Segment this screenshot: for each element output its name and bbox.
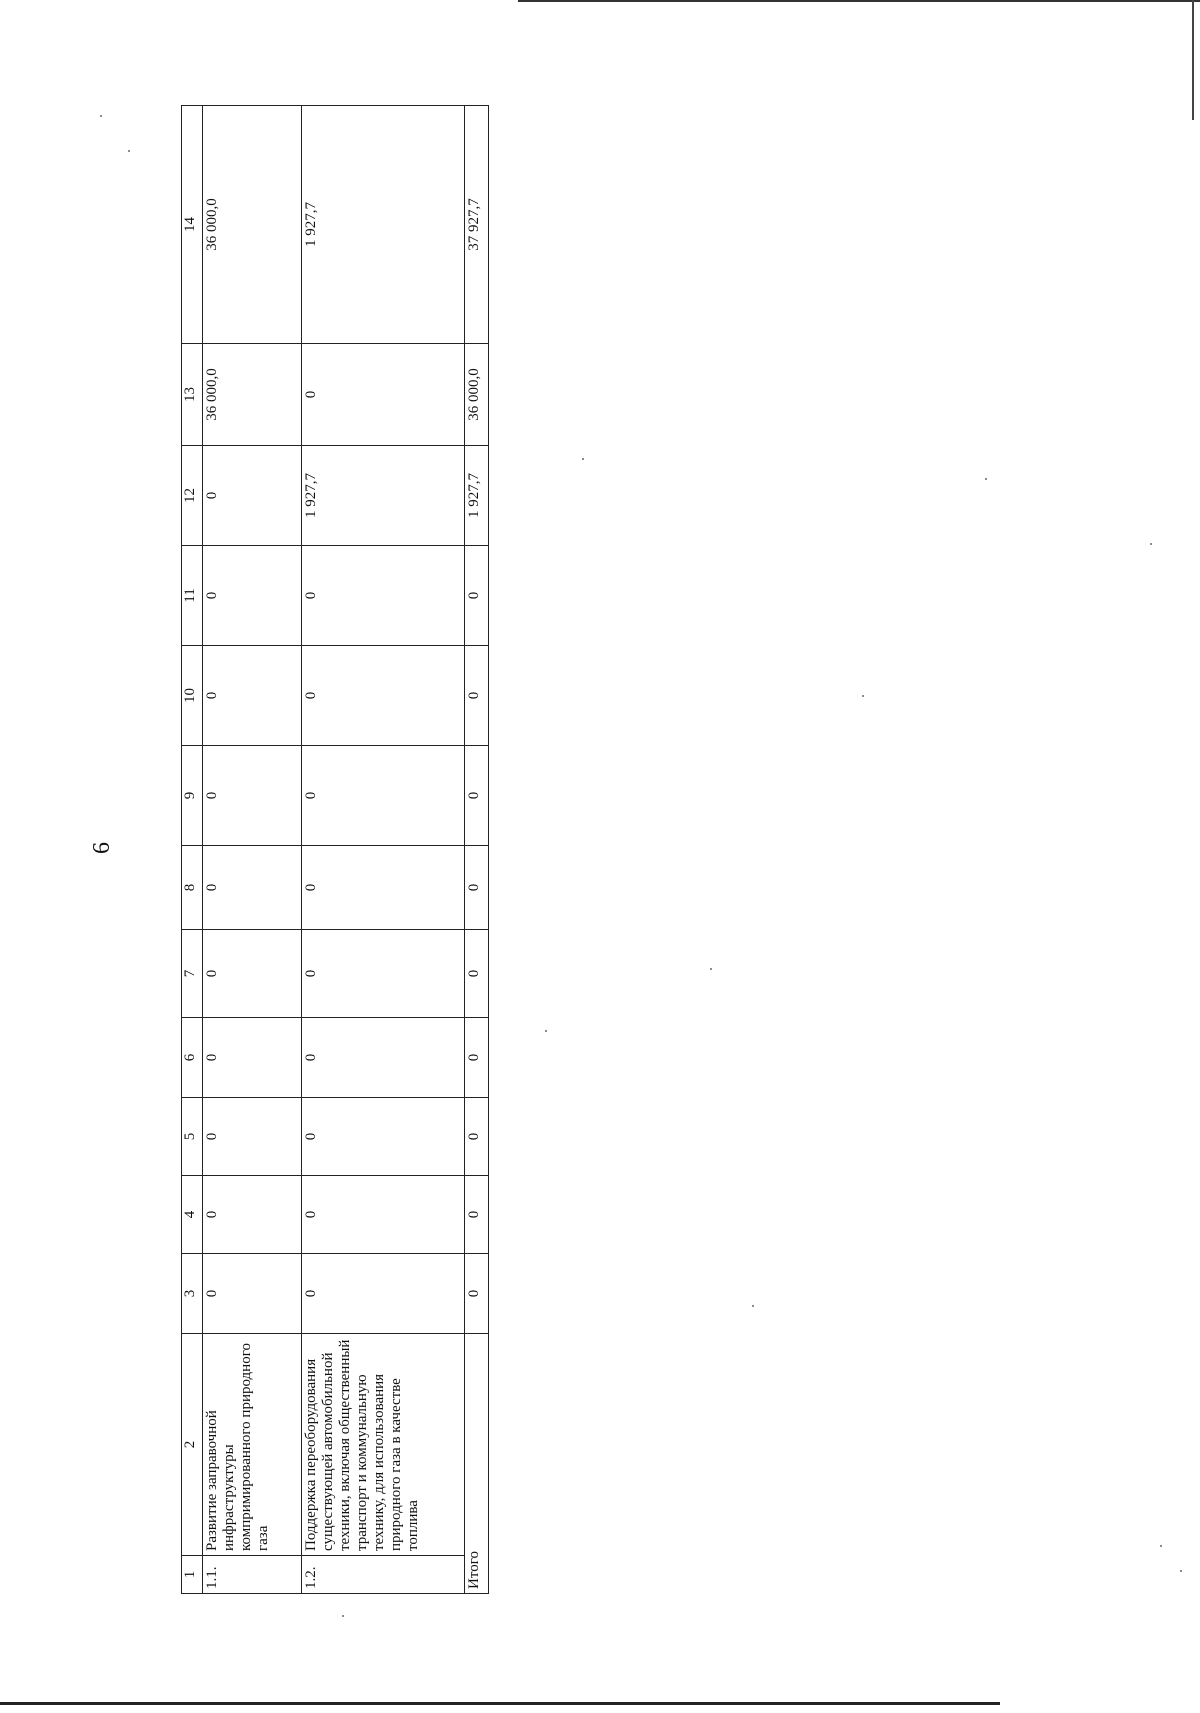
scan-speck <box>710 968 712 970</box>
value-cell: 0 <box>202 846 301 930</box>
scan-speck <box>1180 1570 1182 1572</box>
total-row <box>464 106 488 1594</box>
row-code: 1.2. <box>301 1556 464 1594</box>
row-name: Развитие заправочной инфраструктуры компримированного природного газа <box>202 1334 301 1556</box>
value-cell: 0 <box>301 746 464 846</box>
value-cell: 0 <box>202 546 301 646</box>
total-cell: 0 <box>464 846 488 930</box>
value-cell: 0 <box>301 1098 464 1176</box>
header-cell: 1 <box>182 1556 203 1594</box>
scan-speck <box>1150 543 1152 545</box>
scan-speck <box>545 1030 547 1032</box>
scan-edge-bottom <box>0 1702 1000 1705</box>
header-cell: 3 <box>182 1254 203 1334</box>
value-cell: 0 <box>301 1254 464 1334</box>
scan-speck <box>1160 1545 1162 1547</box>
header-cell: 13 <box>182 344 203 446</box>
value-cell: 0 <box>301 930 464 1018</box>
header-cell: 5 <box>182 1098 203 1176</box>
value-cell: 1 927,7 <box>301 446 464 546</box>
header-cell: 2 <box>182 1334 203 1556</box>
row-name: Поддержка переоборудования существующей автомобильной техники, включая общественный транспорт и коммунальную технику, для использования природного газа в качестве топлива <box>301 1334 464 1556</box>
header-cell: 4 <box>182 1176 203 1254</box>
value-cell: 0 <box>202 446 301 546</box>
value-cell: 0 <box>202 746 301 846</box>
header-cell: 8 <box>182 846 203 930</box>
header-row <box>182 106 203 1594</box>
header-cell: 11 <box>182 546 203 646</box>
scan-speck <box>582 458 584 460</box>
table-row <box>301 106 464 1594</box>
value-cell: 0 <box>202 1018 301 1098</box>
value-cell: 0 <box>301 1176 464 1254</box>
budget-table <box>181 105 489 1594</box>
total-cell: 0 <box>464 1176 488 1254</box>
page-number: 6 <box>89 842 115 854</box>
scan-speck <box>985 478 987 480</box>
total-cell: 0 <box>464 1098 488 1176</box>
value-cell: 0 <box>301 546 464 646</box>
value-cell: 36 000,0 <box>202 344 301 446</box>
scan-speck <box>752 1305 754 1307</box>
total-cell: 37 927,7 <box>464 106 488 344</box>
header-cell: 14 <box>182 106 203 344</box>
scan-speck <box>862 695 864 697</box>
value-cell: 0 <box>301 1018 464 1098</box>
value-cell: 0 <box>301 646 464 746</box>
value-cell: 0 <box>301 344 464 446</box>
header-cell: 9 <box>182 746 203 846</box>
value-cell: 36 000,0 <box>202 106 301 344</box>
total-cell: 0 <box>464 1254 488 1334</box>
scan-edge-top <box>518 0 1200 2</box>
header-cell: 6 <box>182 1018 203 1098</box>
value-cell: 0 <box>202 1176 301 1254</box>
total-cell: 0 <box>464 1018 488 1098</box>
total-cell: 36 000,0 <box>464 344 488 446</box>
total-label: Итого <box>464 1334 488 1594</box>
total-cell: 0 <box>464 930 488 1018</box>
header-cell: 12 <box>182 446 203 546</box>
table-container <box>181 106 489 1594</box>
total-cell: 0 <box>464 746 488 846</box>
total-cell: 0 <box>464 546 488 646</box>
scan-edge-right <box>1192 0 1194 120</box>
value-cell: 0 <box>202 1098 301 1176</box>
value-cell: 1 927,7 <box>301 106 464 344</box>
total-cell: 0 <box>464 646 488 746</box>
value-cell: 0 <box>202 930 301 1018</box>
value-cell: 0 <box>202 1254 301 1334</box>
total-cell: 1 927,7 <box>464 446 488 546</box>
scan-speck <box>100 115 102 117</box>
header-cell: 7 <box>182 930 203 1018</box>
table-row <box>202 106 301 1594</box>
value-cell: 0 <box>301 846 464 930</box>
value-cell: 0 <box>202 646 301 746</box>
scan-speck <box>128 150 130 152</box>
scan-speck <box>342 1615 344 1617</box>
header-cell: 10 <box>182 646 203 746</box>
row-code: 1.1. <box>202 1556 301 1594</box>
